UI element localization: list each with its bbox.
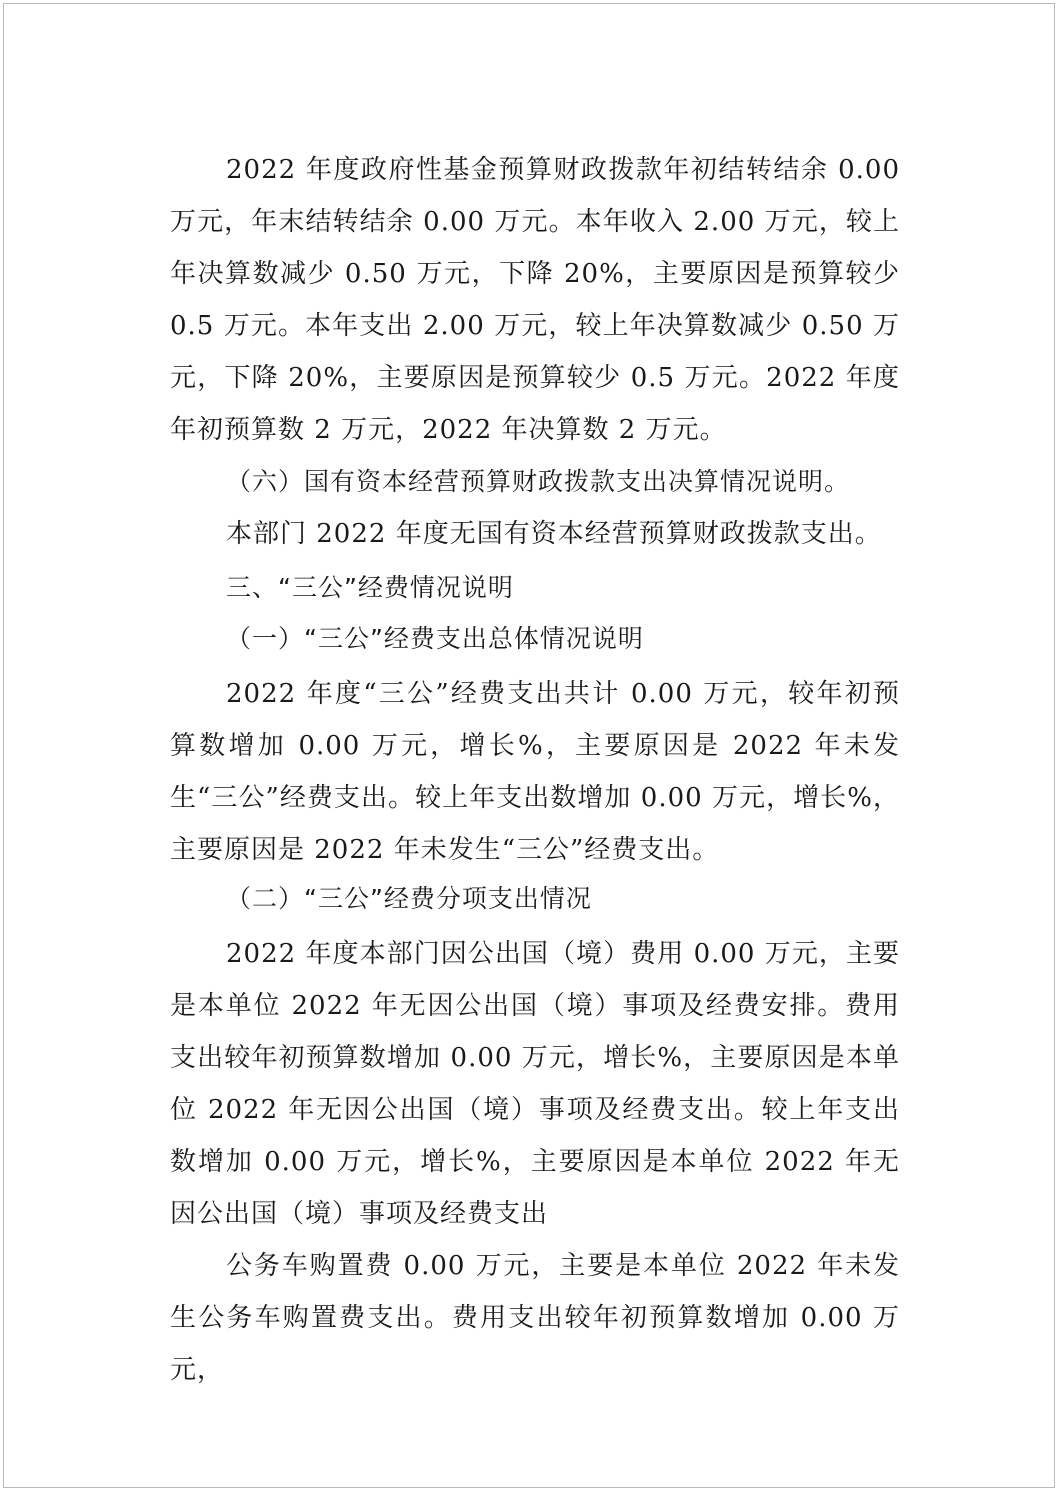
subheading-overall: （一）“三公”经费支出总体情况说明 bbox=[226, 624, 644, 653]
section-heading-six: （六）国有资本经营预算财政拨款支出决算情况说明。 bbox=[226, 467, 851, 496]
section-heading-three-public: 三、“三公”经费情况说明 bbox=[226, 573, 514, 602]
paragraph-overall-spending: 2022 年度“三公”经费支出共计 0.00 万元，较年初预算数增加 0.00 万元，增长%，主要原因是 2022 年未发生“三公”经费支出。较上年支出数增加 0.00 万元，增长%，主要原因是 2022 年未发生“三公”经费支出。 bbox=[170, 679, 900, 865]
subheading-itemized: （二）“三公”经费分项支出情况 bbox=[226, 884, 592, 913]
paragraph-vehicle-purchase: 公务车购置费 0.00 万元，主要是本单位 2022 年未发生公务车购置费支出。费用支出较年初预算数增加 0.00 万元， bbox=[170, 1251, 900, 1385]
paragraph-fund-budget: 2022 年度政府性基金预算财政拨款年初结转结余 0.00 万元，年末结转结余 0.00 万元。本年收入 2.00 万元，较上年决算数减少 0.50 万元，下降 20%，主要原因是预算较少 0.5 万元。本年支出 2.00 万元，较上年决算数减少 0.50 万元，下降 20%，主要原因是预算较少 0.5 万元。2022 年度年初预算数 2 万元，2022 年决算数 2 万元。 bbox=[170, 155, 900, 445]
paragraph-overseas-travel: 2022 年度本部门因公出国（境）费用 0.00 万元，主要是本单位 2022 年无因公出国（境）事项及经费安排。费用支出较年初预算数增加 0.00 万元，增长%，主要原因是本单位 2022 年无因公出国（境）事项及经费支出。较上年支出数增加 0.00 万元，增长%，主要原因是本单位 2022 年无因公出国（境）事项及经费支出 bbox=[170, 939, 900, 1229]
document-page bbox=[3, 3, 1055, 1488]
paragraph-state-capital: 本部门 2022 年度无国有资本经营预算财政拨款支出。 bbox=[226, 519, 882, 549]
body-text bbox=[170, 144, 900, 1396]
